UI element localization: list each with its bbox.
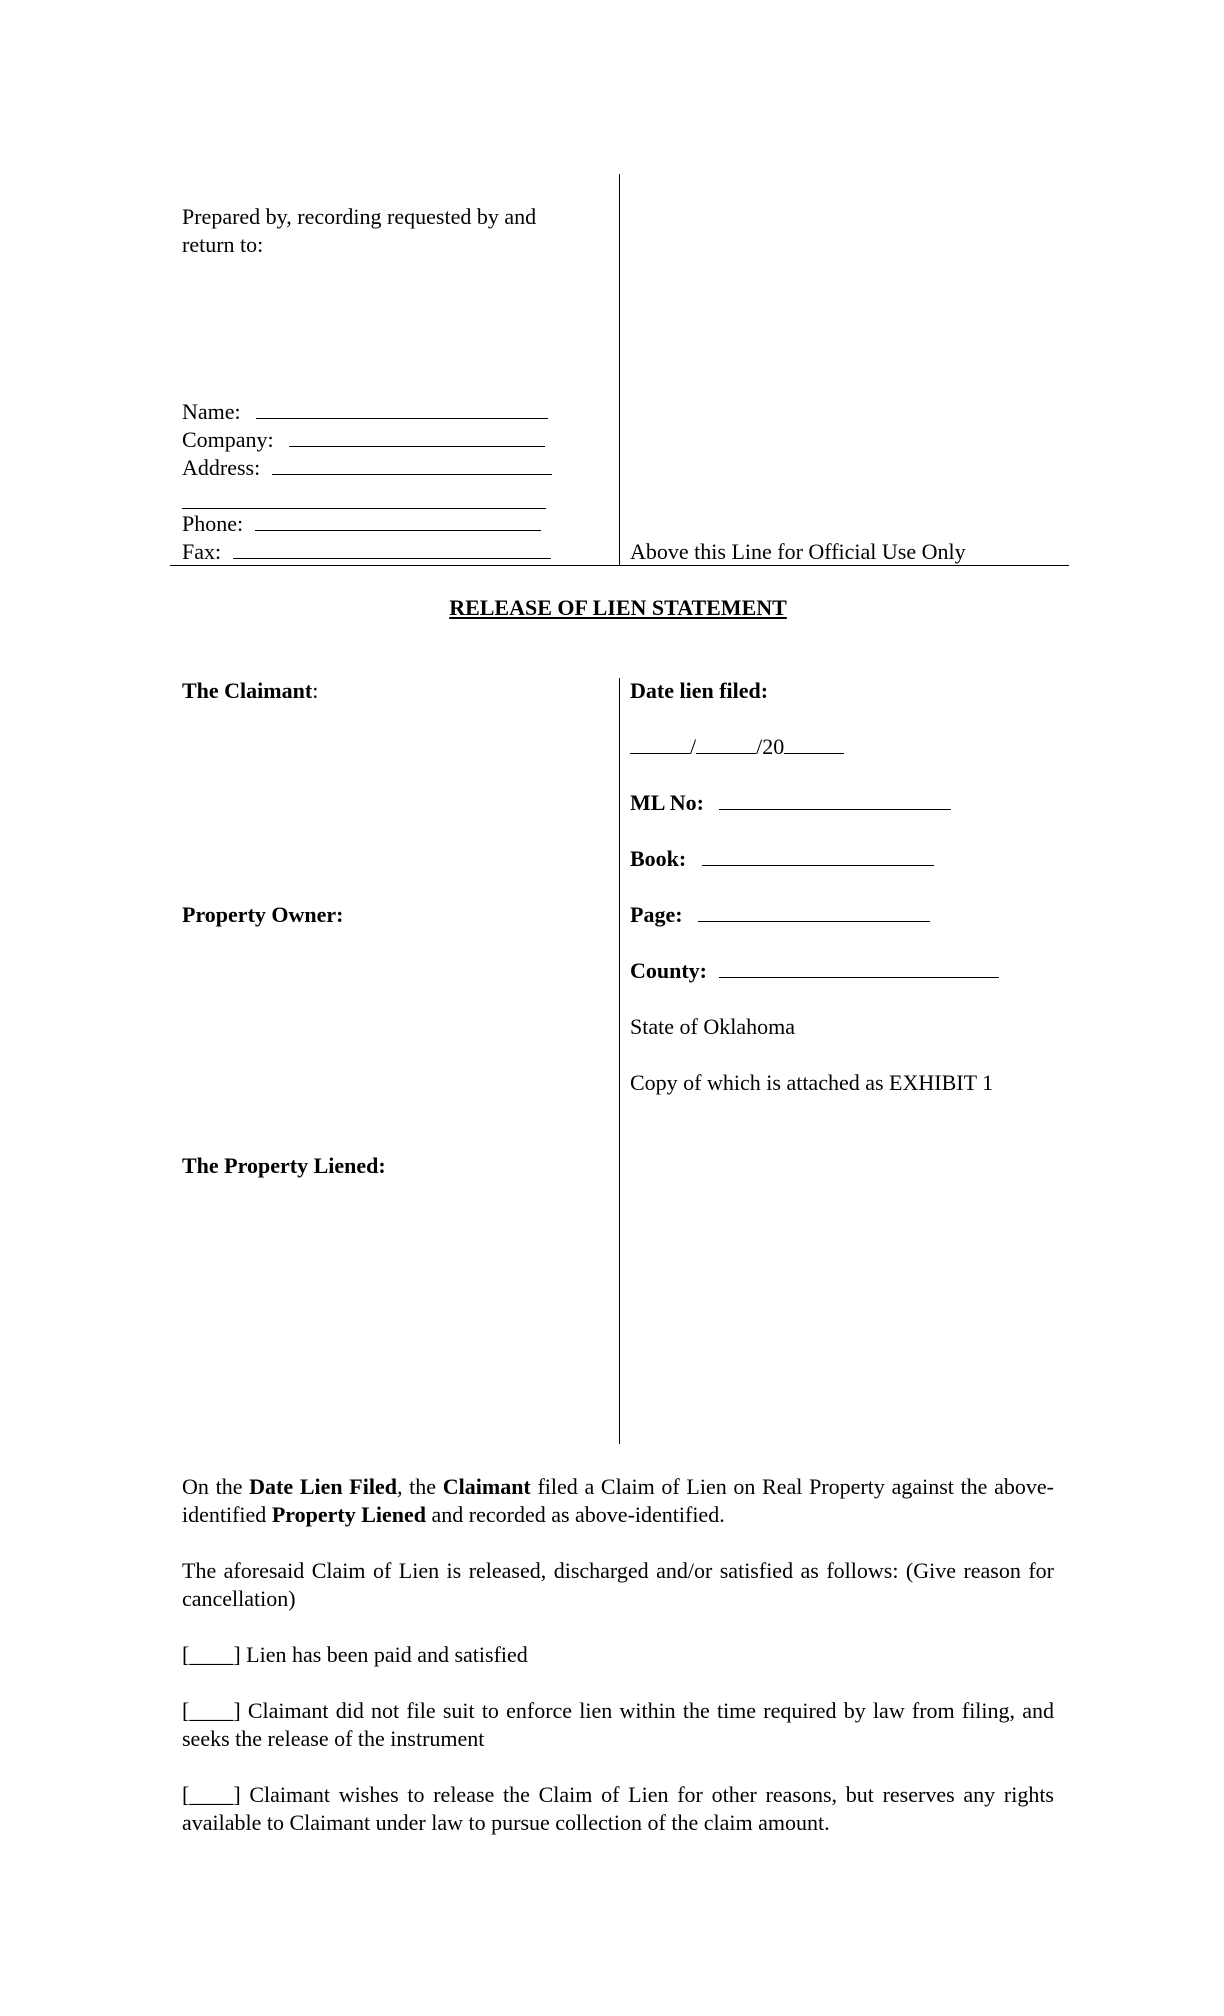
p1-text-c: , the bbox=[396, 1474, 443, 1499]
ml-no-blank[interactable] bbox=[719, 789, 951, 810]
county-blank[interactable] bbox=[719, 957, 999, 978]
company-label: Company: bbox=[182, 427, 274, 452]
middle-divider bbox=[619, 678, 620, 1444]
p1-text-g: and recorded as above-identified. bbox=[426, 1502, 725, 1527]
prepared-by-text: Prepared by, recording requested by and bbox=[182, 204, 537, 229]
return-to-text: return to: bbox=[182, 232, 264, 257]
name-label: Name: bbox=[182, 399, 241, 424]
date-filed-heading: Date lien filed: bbox=[630, 678, 769, 703]
property-owner-heading: Property Owner: bbox=[182, 902, 344, 927]
option-no-suit-text: Claimant did not file suit to enforce lien within the time required by law from filing, and seeks the release of the instrument bbox=[182, 1698, 1054, 1751]
option-paid-text: Lien has been paid and satisfied bbox=[240, 1642, 528, 1667]
book-label: Book: bbox=[630, 846, 687, 871]
official-use-text: Above this Line for Official Use Only bbox=[630, 539, 966, 564]
release-paragraph: The aforesaid Claim of Lien is released, discharged and/or satisfied as follows: (Give reason for cancellation) bbox=[182, 1558, 1054, 1611]
document-title: RELEASE OF LIEN STATEMENT bbox=[449, 595, 787, 620]
p1-property-liened: Property Liened bbox=[271, 1502, 426, 1527]
option-other-checkbox[interactable]: [____] bbox=[182, 1782, 241, 1807]
option-no-suit bbox=[182, 1697, 1054, 1753]
claimant-heading bbox=[182, 677, 318, 705]
name-field[interactable] bbox=[182, 398, 548, 426]
company-blank[interactable] bbox=[289, 426, 545, 447]
fax-field[interactable] bbox=[182, 538, 551, 566]
p1-date-lien-filed: Date Lien Filed bbox=[249, 1474, 397, 1499]
address-label: Address: bbox=[182, 455, 261, 480]
fax-blank[interactable] bbox=[233, 538, 551, 559]
option-no-suit-checkbox[interactable]: [____] bbox=[182, 1698, 241, 1723]
book-field[interactable] bbox=[630, 845, 934, 873]
date-day-blank[interactable] bbox=[696, 733, 756, 754]
ml-no-field[interactable] bbox=[630, 789, 951, 817]
p1-claimant: Claimant bbox=[442, 1474, 531, 1499]
date-separator: / bbox=[690, 734, 697, 759]
claimant-label: The Claimant bbox=[182, 678, 313, 703]
address-line-2[interactable] bbox=[182, 508, 546, 509]
phone-field[interactable] bbox=[182, 510, 541, 538]
book-blank[interactable] bbox=[702, 845, 934, 866]
property-liened-heading: The Property Liened: bbox=[182, 1153, 386, 1178]
address-field[interactable] bbox=[182, 454, 552, 482]
option-paid-checkbox[interactable]: [____] bbox=[182, 1642, 241, 1667]
option-other-text: Claimant wishes to release the Claim of Lien for other reasons, but reserves any rights available to Claimant under law to pursue collection of the claim amount. bbox=[182, 1782, 1054, 1835]
phone-blank[interactable] bbox=[255, 510, 541, 531]
exhibit-note: Copy of which is attached as EXHIBIT 1 bbox=[630, 1070, 994, 1095]
page-field[interactable] bbox=[630, 901, 930, 929]
option-other-reasons bbox=[182, 1781, 1054, 1837]
date-month-blank[interactable] bbox=[630, 733, 690, 754]
page-blank[interactable] bbox=[698, 901, 930, 922]
ml-no-label: ML No: bbox=[630, 790, 704, 815]
p1-text-a: On the bbox=[182, 1474, 250, 1499]
name-blank[interactable] bbox=[256, 398, 548, 419]
county-field[interactable] bbox=[630, 957, 999, 985]
header-divider bbox=[619, 174, 620, 566]
phone-label: Phone: bbox=[182, 511, 244, 536]
state-text: State of Oklahoma bbox=[630, 1014, 795, 1039]
county-label: County: bbox=[630, 958, 708, 983]
filing-paragraph bbox=[182, 1473, 1054, 1529]
date-filed-field[interactable] bbox=[630, 733, 844, 761]
date-year-prefix: /20 bbox=[756, 734, 785, 759]
address-blank[interactable] bbox=[272, 454, 552, 475]
fax-label: Fax: bbox=[182, 539, 222, 564]
page-label: Page: bbox=[630, 902, 683, 927]
claimant-colon: : bbox=[312, 678, 319, 703]
date-year-blank[interactable] bbox=[784, 733, 844, 754]
p1-text-e: filed a Claim of Lien on Real Property against the above-identified bbox=[182, 1474, 1054, 1527]
option-paid bbox=[182, 1641, 1054, 1669]
company-field[interactable] bbox=[182, 426, 545, 454]
